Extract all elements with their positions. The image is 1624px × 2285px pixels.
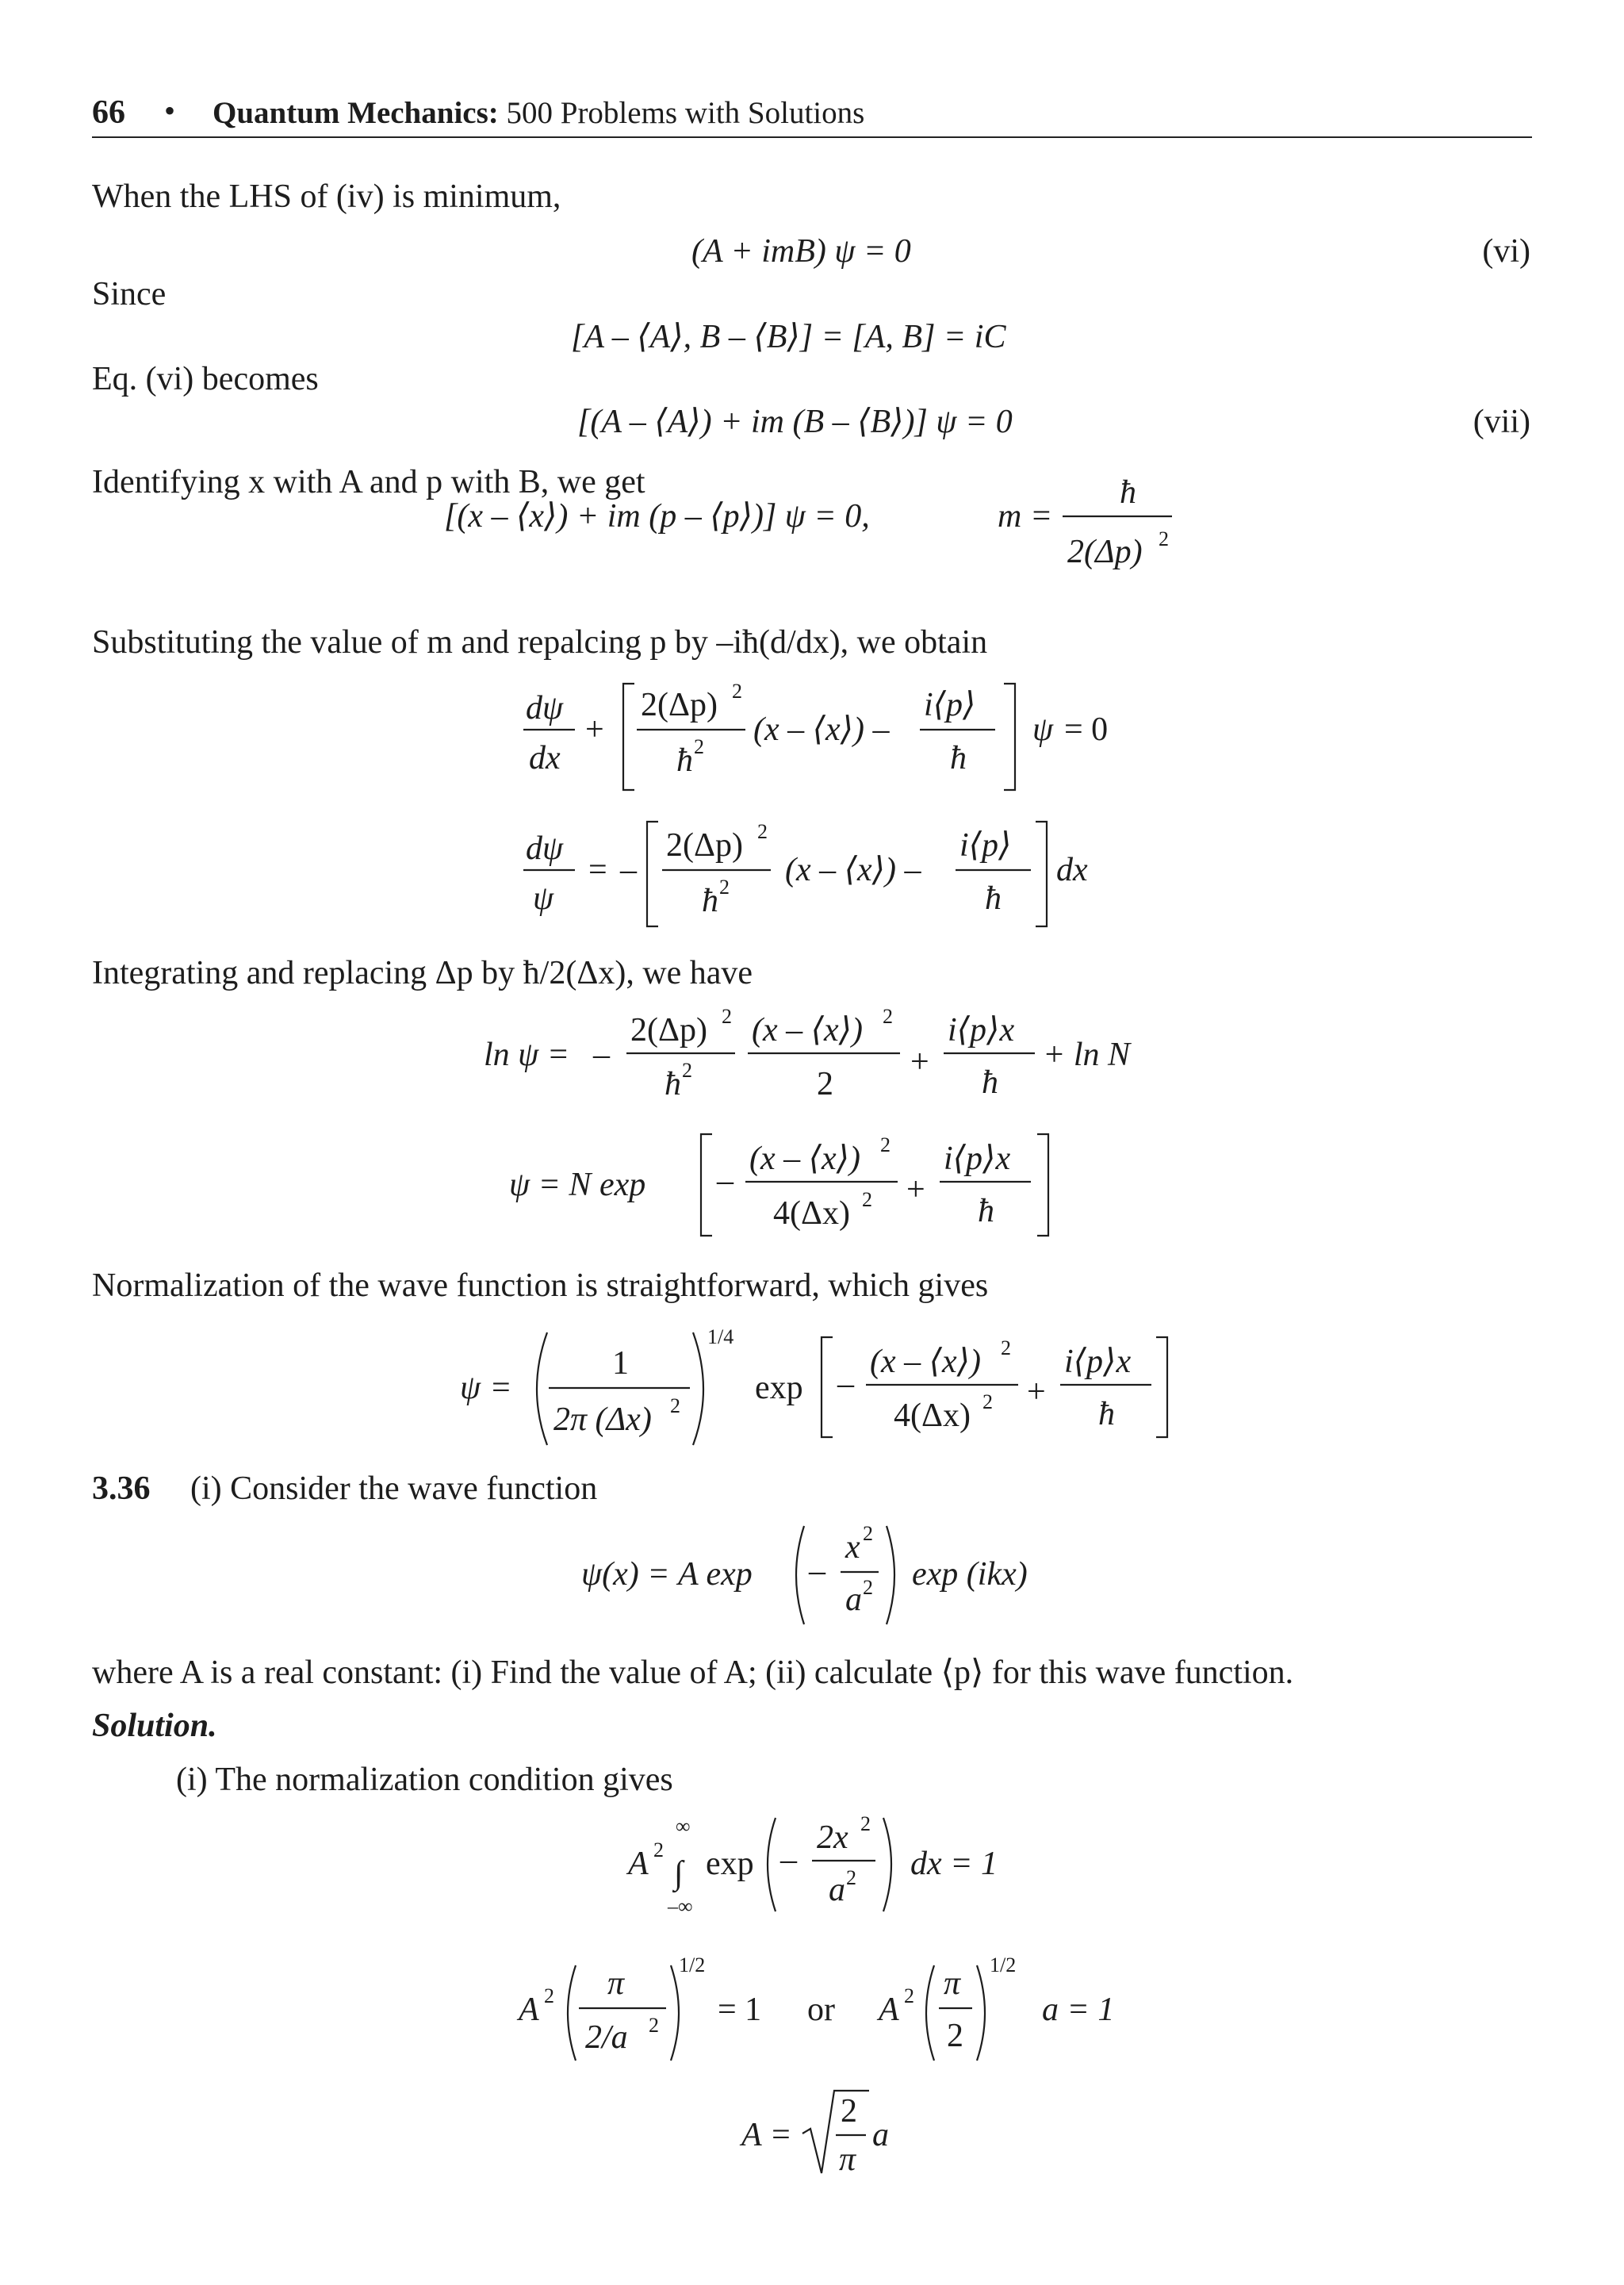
frac6-numerator: (x – ⟨x⟩) bbox=[752, 1012, 864, 1049]
frac15-numerator: π bbox=[607, 1965, 625, 2002]
frac1-denominator-exp: 2 bbox=[694, 735, 704, 758]
page-number: 66 bbox=[92, 94, 125, 131]
a-squared-integral: A bbox=[628, 1846, 649, 1882]
text-eq-vi-becomes: Eq. (vi) becomes bbox=[92, 361, 319, 397]
minus-sign-2: – bbox=[620, 852, 637, 888]
right-paren-pi-2 bbox=[977, 1965, 985, 2061]
psi-of-x-lhs: ψ(x) = A exp bbox=[581, 1556, 753, 1593]
m-denominator-exp: 2 bbox=[1159, 527, 1169, 550]
frac15-denominator-exp: 2 bbox=[649, 2014, 659, 2037]
m-numerator: ħ bbox=[1120, 474, 1136, 511]
right-paren-pi-a bbox=[671, 1965, 679, 2061]
exp-integral: exp bbox=[706, 1846, 754, 1882]
lower-limit: –∞ bbox=[668, 1895, 693, 1918]
plus-sign-5: + bbox=[1027, 1374, 1046, 1410]
frac2-numerator: i⟨p⟩ bbox=[924, 687, 976, 723]
minus-sign-6: – bbox=[809, 1553, 825, 1589]
frac1-numerator-exp: 2 bbox=[732, 680, 742, 703]
text-identifying: Identifying x with A and p with B, we get bbox=[92, 464, 645, 500]
eq-vi: (A + imB) ψ = 0 bbox=[691, 233, 911, 270]
a-squared-3: A bbox=[879, 1992, 899, 2028]
frac16-denominator: 2 bbox=[947, 2018, 963, 2054]
dx-equals-one: dx = 1 bbox=[910, 1846, 998, 1882]
frac17-numerator: 2 bbox=[841, 2093, 857, 2130]
equals-norm: = bbox=[492, 1370, 511, 1406]
frac5-denominator-exp: 2 bbox=[682, 1059, 692, 1082]
psi-norm-lhs: ψ bbox=[460, 1370, 481, 1406]
minus-sign-5: – bbox=[837, 1366, 854, 1402]
half-exponent-1: 1/2 bbox=[679, 1953, 706, 1976]
left-paren-pi-2 bbox=[926, 1965, 934, 2061]
left-paren-norm bbox=[537, 1332, 547, 1445]
d-psi-denominator-2: ψ bbox=[533, 880, 554, 917]
frac9-denominator: ħ bbox=[978, 1193, 994, 1229]
a-equals-lhs: A = bbox=[741, 2117, 792, 2153]
left-paren-pi-a bbox=[568, 1965, 576, 2061]
half-exponent-2: 1/2 bbox=[990, 1953, 1017, 1976]
text-integrating: Integrating and replacing Δp by ħ/2(Δx), we have bbox=[92, 955, 753, 991]
m-lhs: m = bbox=[998, 498, 1053, 535]
frac13-numerator-exp: 2 bbox=[863, 1522, 873, 1545]
equals-one-1: = 1 bbox=[718, 1992, 762, 2028]
frac8-numerator: (x – ⟨x⟩) bbox=[749, 1141, 861, 1177]
text-problem-statement: where A is a real constant: (i) Find the value of A; (ii) calculate ⟨p⟩ for this wave function. bbox=[92, 1654, 1294, 1691]
exp-norm: exp bbox=[755, 1370, 803, 1406]
plus-sign-3: + bbox=[910, 1044, 929, 1080]
frac5-numerator-exp: 2 bbox=[722, 1005, 732, 1028]
a-squared-3-exp: 2 bbox=[904, 1984, 914, 2007]
frac6-numerator-exp: 2 bbox=[883, 1005, 893, 1028]
text-since: Since bbox=[92, 276, 167, 312]
problem-number: 3.36 bbox=[92, 1470, 151, 1507]
a-trailing: a bbox=[872, 2117, 889, 2153]
plus-sign-4: + bbox=[906, 1171, 925, 1208]
a-squared-2-exp: 2 bbox=[544, 1984, 554, 2007]
frac15-denominator: 2/a bbox=[585, 2019, 628, 2056]
or-connective: or bbox=[807, 1992, 835, 2028]
frac4-denominator: ħ bbox=[985, 880, 1002, 917]
left-bracket-3 bbox=[701, 1134, 712, 1236]
sqrt-sign bbox=[802, 2091, 869, 2173]
frac11-denominator-exp: 2 bbox=[982, 1390, 993, 1413]
text-normalization-condition: (i) The normalization condition gives bbox=[176, 1762, 673, 1798]
eq-label-vi: (vi) bbox=[1482, 233, 1530, 270]
eq-vii: [(A – ⟨A⟩) + im (B – ⟨B⟩)] ψ = 0 bbox=[577, 404, 1013, 440]
frac14-numerator: 2x bbox=[817, 1819, 848, 1856]
exp-ikx: exp (ikx) bbox=[912, 1556, 1028, 1593]
x-minus-mean-1: (x – ⟨x⟩) – bbox=[753, 711, 890, 748]
frac13-denominator-exp: 2 bbox=[863, 1576, 873, 1599]
frac2-denominator: ħ bbox=[950, 740, 967, 776]
minus-sign-4: – bbox=[717, 1163, 733, 1199]
frac11-numerator: (x – ⟨x⟩) bbox=[870, 1344, 982, 1380]
frac5-denominator: ħ bbox=[665, 1066, 681, 1102]
right-paren-integral bbox=[883, 1818, 891, 1911]
frac8-numerator-exp: 2 bbox=[880, 1133, 891, 1156]
frac12-denominator: ħ bbox=[1098, 1396, 1115, 1432]
frac3-numerator: 2(Δp) bbox=[666, 827, 743, 864]
eq-label-vii: (vii) bbox=[1473, 404, 1530, 440]
d-psi-numerator: dψ bbox=[526, 690, 564, 727]
minus-sign-7: – bbox=[780, 1842, 797, 1878]
frac7-numerator: i⟨p⟩x bbox=[948, 1012, 1015, 1049]
frac14-numerator-exp: 2 bbox=[860, 1812, 871, 1835]
eq-commutator: [A – ⟨A⟩, B – ⟨B⟩] = [A, B] = iC bbox=[571, 319, 1006, 355]
frac3-numerator-exp: 2 bbox=[757, 820, 768, 843]
text-substituting: Substituting the value of m and repalcing p by –iħ(d/dx), we obtain bbox=[92, 624, 988, 661]
integral-sign: ∫ bbox=[674, 1855, 684, 1892]
frac13-denominator: a bbox=[845, 1581, 862, 1618]
d-psi-numerator-2: dψ bbox=[526, 830, 564, 867]
left-paren-psi-x bbox=[796, 1526, 804, 1624]
dx-trailing: dx bbox=[1056, 852, 1088, 888]
frac10-numerator: 1 bbox=[612, 1345, 629, 1382]
a-squared-2: A bbox=[519, 1992, 539, 2028]
plus-sign-1: + bbox=[585, 711, 604, 748]
right-bracket-3 bbox=[1037, 1134, 1048, 1236]
frac16-numerator: π bbox=[944, 1965, 961, 2002]
minus-sign-3: – bbox=[593, 1037, 610, 1073]
eq-zero-1: = 0 bbox=[1064, 711, 1109, 748]
frac12-numerator: i⟨p⟩x bbox=[1064, 1344, 1132, 1380]
text-normalization: Normalization of the wave function is straightforward, which gives bbox=[92, 1267, 989, 1304]
upper-limit: ∞ bbox=[676, 1815, 691, 1838]
text-lhs-minimum: When the LHS of (iv) is minimum, bbox=[92, 178, 561, 215]
frac11-denominator: 4(Δx) bbox=[894, 1397, 971, 1434]
right-paren-norm bbox=[693, 1332, 703, 1445]
psi-n-exp: ψ = N exp bbox=[509, 1167, 646, 1203]
left-bracket-2 bbox=[647, 822, 658, 926]
quarter-exponent: 1/4 bbox=[707, 1325, 734, 1348]
right-bracket-2 bbox=[1036, 822, 1047, 926]
frac17-denominator: π bbox=[839, 2141, 856, 2178]
right-paren-psi-x bbox=[887, 1526, 894, 1624]
book-title-bold: Quantum Mechanics: bbox=[213, 96, 499, 130]
frac8-denominator: 4(Δx) bbox=[773, 1195, 850, 1232]
eq-xp: [(x – ⟨x⟩) + im (p – ⟨p⟩)] ψ = 0, bbox=[444, 498, 870, 535]
frac14-denominator-exp: 2 bbox=[846, 1866, 856, 1889]
frac3-denominator: ħ bbox=[702, 883, 718, 919]
frac6-denominator: 2 bbox=[817, 1066, 833, 1102]
a-squared-exp: 2 bbox=[653, 1838, 664, 1861]
ln-psi-lhs: ln ψ = bbox=[484, 1037, 570, 1073]
book-title-rest: 500 Problems with Solutions bbox=[506, 96, 865, 130]
left-paren-integral bbox=[768, 1818, 776, 1911]
frac1-numerator: 2(Δp) bbox=[641, 687, 718, 723]
frac13-numerator: x bbox=[845, 1529, 860, 1566]
left-bracket-1 bbox=[623, 684, 634, 790]
frac10-denominator-exp: 2 bbox=[670, 1394, 680, 1417]
header-bullet: • bbox=[164, 93, 176, 128]
frac4-numerator: i⟨p⟩ bbox=[959, 827, 1012, 864]
d-psi-denominator: dx bbox=[529, 740, 561, 776]
solution-label: Solution. bbox=[92, 1708, 217, 1744]
right-bracket-1 bbox=[1004, 684, 1015, 790]
right-bracket-4 bbox=[1156, 1337, 1167, 1437]
a-equals-one: a = 1 bbox=[1042, 1992, 1115, 2028]
frac8-denominator-exp: 2 bbox=[862, 1188, 872, 1211]
frac1-denominator: ħ bbox=[676, 742, 693, 779]
frac10-denominator: 2π (Δx) bbox=[553, 1401, 652, 1438]
equals-2: = bbox=[588, 852, 607, 888]
frac7-denominator: ħ bbox=[982, 1064, 998, 1101]
frac11-numerator-exp: 2 bbox=[1001, 1336, 1011, 1359]
frac9-numerator: i⟨p⟩x bbox=[944, 1141, 1011, 1177]
psi-1: ψ bbox=[1032, 711, 1054, 748]
text-problem-intro: (i) Consider the wave function bbox=[190, 1470, 598, 1507]
x-minus-mean-2: (x – ⟨x⟩) – bbox=[785, 852, 921, 888]
frac14-denominator: a bbox=[829, 1872, 845, 1908]
m-denominator: 2(Δp) bbox=[1067, 534, 1143, 570]
frac3-denominator-exp: 2 bbox=[719, 876, 730, 899]
plus-ln-n: + ln N bbox=[1043, 1037, 1131, 1073]
left-bracket-4 bbox=[822, 1337, 833, 1437]
frac5-numerator: 2(Δp) bbox=[630, 1012, 707, 1049]
